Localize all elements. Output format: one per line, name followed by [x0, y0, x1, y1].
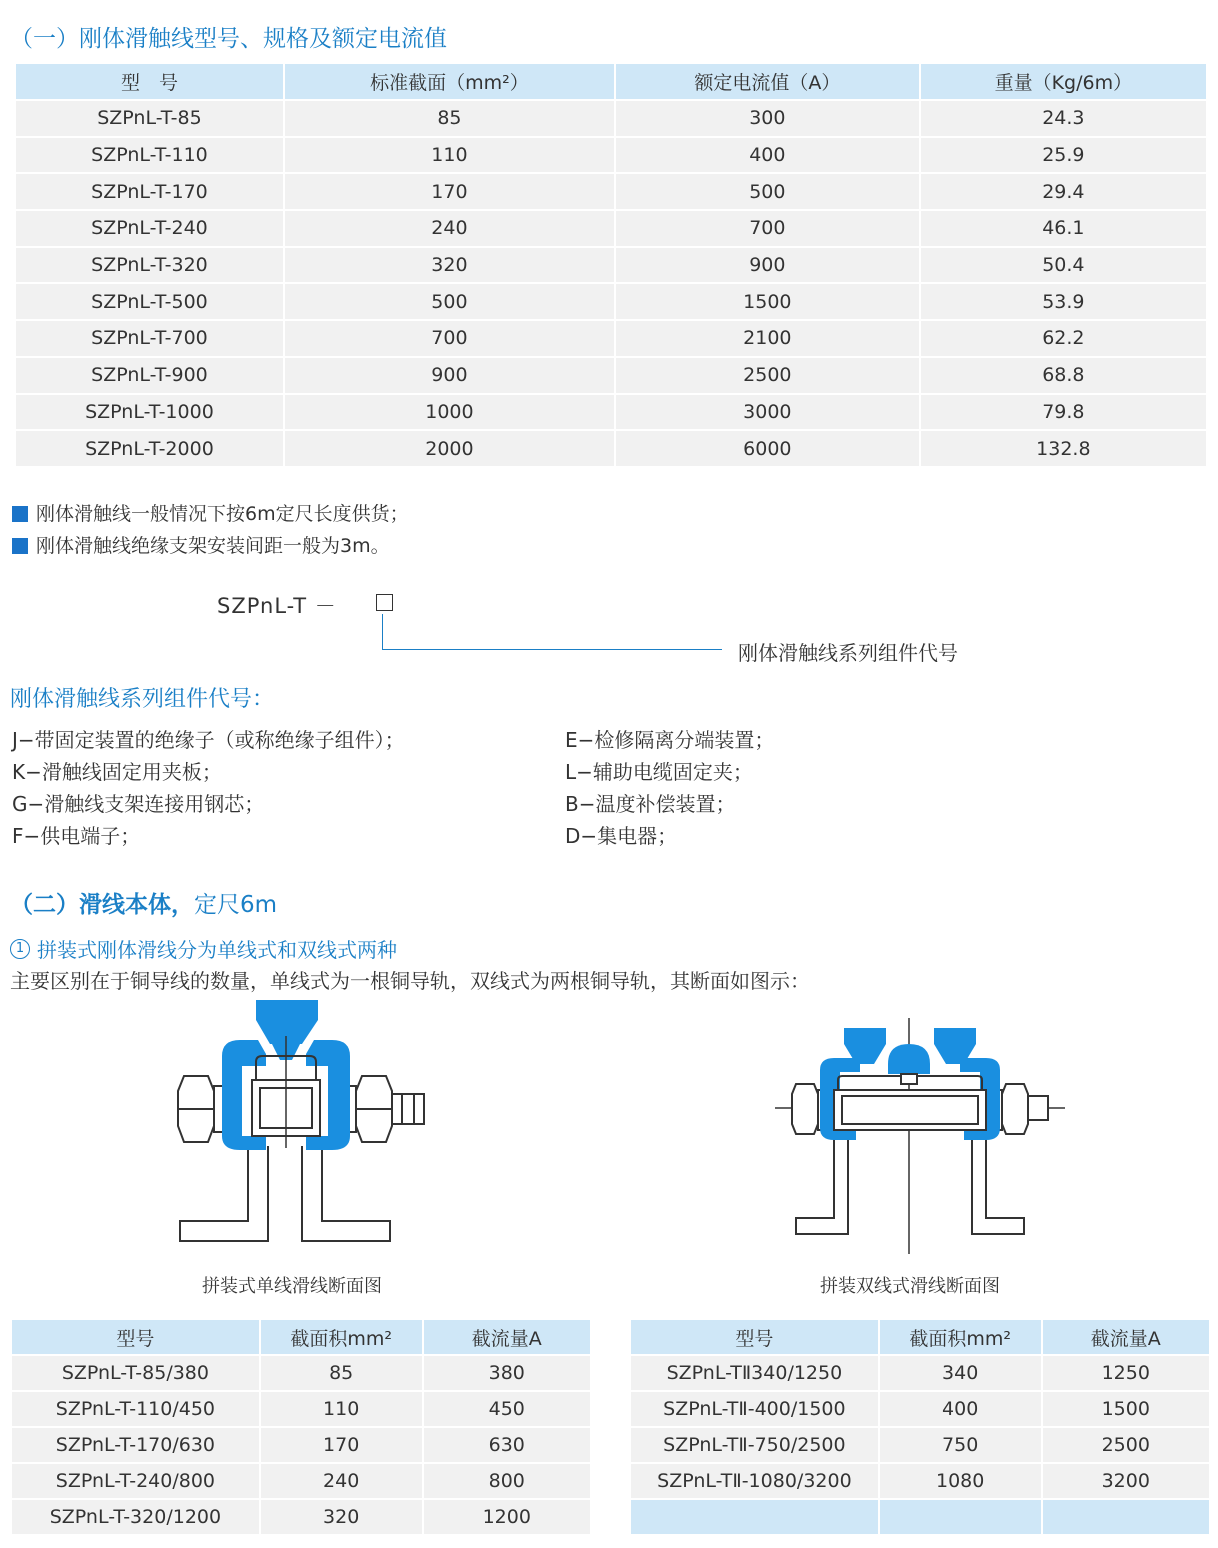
table-cell: SZPnL-T-170	[16, 174, 283, 209]
table-row	[16, 101, 1206, 136]
table-cell: 900	[616, 248, 919, 283]
table-cell: SZPnL-T-240	[16, 211, 283, 246]
table-header-row	[631, 1320, 1209, 1354]
table-cell: 3000	[616, 395, 919, 430]
table-cell: 110	[261, 1392, 422, 1426]
table-cell: 450	[424, 1392, 590, 1426]
double-rail-cross-section-diagram	[770, 1018, 1070, 1258]
section1-title: （一）刚体滑触线型号、规格及额定电流值	[10, 26, 447, 52]
table-cell	[631, 1500, 878, 1534]
spec-table-body	[16, 101, 1206, 466]
table-cell: SZPnL-TⅡ-400/1500	[631, 1392, 878, 1426]
table-cell: SZPnL-TⅡ-750/2500	[631, 1428, 878, 1462]
single-rail-table	[10, 1318, 592, 1536]
table-header-row	[12, 1320, 590, 1354]
components-right	[565, 724, 774, 852]
notes	[12, 498, 409, 562]
double-rail-table-body	[631, 1356, 1209, 1534]
table-cell: 2000	[285, 431, 614, 466]
table-cell: 24.3	[921, 101, 1206, 136]
table-cell: SZPnL-T-85/380	[12, 1356, 259, 1390]
note-text: 刚体滑触线绝缘支架安装间距一般为3m。	[36, 535, 390, 557]
single-rail-cross-section-diagram	[170, 996, 440, 1256]
note-item	[12, 498, 409, 530]
table-cell: 400	[616, 138, 919, 173]
circled-number-icon: 1	[10, 939, 30, 959]
table-cell: SZPnL-T-700	[16, 321, 283, 356]
item-1-text: 拼装式刚体滑线分为单线式和双线式两种	[37, 938, 397, 962]
table-cell: SZPnL-T-170/630	[12, 1428, 259, 1462]
table-cell	[1043, 1500, 1209, 1534]
col-header-current: 额定电流值（A）	[616, 64, 919, 99]
table-cell: 25.9	[921, 138, 1206, 173]
table-cell: 6000	[616, 431, 919, 466]
col-header-model: 型号	[12, 1320, 259, 1354]
table-cell: 630	[424, 1428, 590, 1462]
caption-single: 拼装式单线滑线断面图	[202, 1276, 382, 1297]
component-item: G−滑触线支架连接用钢芯；	[12, 792, 265, 816]
code-placeholder-box	[376, 594, 393, 611]
table-row	[631, 1356, 1209, 1390]
table-cell: SZPnL-T-110	[16, 138, 283, 173]
table-cell: SZPnL-T-1000	[16, 395, 283, 430]
components-left	[12, 724, 405, 852]
table-cell: 62.2	[921, 321, 1206, 356]
table-cell: 2500	[1043, 1428, 1209, 1462]
item-1	[10, 934, 397, 963]
component-item: L−辅助电缆固定夹；	[565, 760, 753, 784]
table-cell: 240	[285, 211, 614, 246]
component-item: F−供电端子；	[12, 824, 141, 848]
caption-double: 拼装双线式滑线断面图	[820, 1276, 1000, 1297]
table-cell: 750	[880, 1428, 1041, 1462]
col-header-capacity: 截流量A	[424, 1320, 590, 1354]
table-cell: 170	[285, 174, 614, 209]
bullet-square-icon	[12, 506, 28, 522]
table-cell: SZPnL-T-320	[16, 248, 283, 283]
table-cell: 400	[880, 1392, 1041, 1426]
table-row	[16, 395, 1206, 430]
model-code: SZPnL-T －	[217, 594, 337, 618]
table-cell: 79.8	[921, 395, 1206, 430]
table-cell: 3200	[1043, 1464, 1209, 1498]
section2-title-bold: （二）滑线本体，	[10, 892, 194, 918]
table-cell: 85	[261, 1356, 422, 1390]
table-cell: 2100	[616, 321, 919, 356]
single-rail-table-body	[12, 1356, 590, 1534]
table-cell: 50.4	[921, 248, 1206, 283]
table-row	[16, 174, 1206, 209]
table-row	[16, 138, 1206, 173]
table-row	[12, 1464, 590, 1498]
table-cell: 380	[424, 1356, 590, 1390]
spec-table	[14, 62, 1208, 468]
code-leader-line	[382, 614, 722, 650]
table-cell: 29.4	[921, 174, 1206, 209]
table-cell: 110	[285, 138, 614, 173]
component-item: K−滑触线固定用夹板；	[12, 760, 222, 784]
table-row	[16, 431, 1206, 466]
table-cell: 1500	[1043, 1392, 1209, 1426]
table-cell: SZPnL-T-900	[16, 358, 283, 393]
table-row	[12, 1392, 590, 1426]
table-cell: SZPnL-TⅡ340/1250	[631, 1356, 878, 1390]
description: 主要区别在于铜导线的数量，单线式为一根铜导轨，双线式为两根铜导轨，其断面如图示：	[10, 969, 810, 993]
table-cell: 700	[616, 211, 919, 246]
table-cell	[880, 1500, 1041, 1534]
component-item: J−带固定装置的绝缘子（或称绝缘子组件）；	[12, 728, 405, 752]
table-row	[16, 358, 1206, 393]
table-row	[12, 1500, 590, 1534]
table-row	[12, 1428, 590, 1462]
table-cell: 700	[285, 321, 614, 356]
col-header-section: 标准截面（mm²）	[285, 64, 614, 99]
table-cell: 53.9	[921, 284, 1206, 319]
component-item: E−检修隔离分端装置；	[565, 728, 775, 752]
table-row	[16, 321, 1206, 356]
table-cell: 500	[285, 284, 614, 319]
table-cell: 1200	[424, 1500, 590, 1534]
table-cell: SZPnL-T-2000	[16, 431, 283, 466]
table-row	[631, 1500, 1209, 1534]
table-cell: 300	[616, 101, 919, 136]
table-row	[631, 1392, 1209, 1426]
col-header-model: 型号	[631, 1320, 878, 1354]
table-row	[16, 248, 1206, 283]
table-cell: 170	[261, 1428, 422, 1462]
components-title: 刚体滑触线系列组件代号：	[10, 687, 275, 712]
table-header-row	[16, 64, 1206, 99]
col-header-weight: 重量（Kg/6m）	[921, 64, 1206, 99]
component-item: D−集电器；	[565, 824, 678, 848]
table-cell: 500	[616, 174, 919, 209]
col-header-model: 型 号	[16, 64, 283, 99]
table-cell: 85	[285, 101, 614, 136]
table-cell: 900	[285, 358, 614, 393]
table-cell: SZPnL-T-85	[16, 101, 283, 136]
section2-title-rest: 定尺6m	[194, 892, 278, 918]
table-cell: SZPnL-T-320/1200	[12, 1500, 259, 1534]
table-row	[12, 1356, 590, 1390]
table-cell: SZPnL-T-500	[16, 284, 283, 319]
table-cell: 340	[880, 1356, 1041, 1390]
table-cell: SZPnL-T-110/450	[12, 1392, 259, 1426]
table-cell: 1500	[616, 284, 919, 319]
table-cell: 800	[424, 1464, 590, 1498]
col-header-capacity: 截流量A	[1043, 1320, 1209, 1354]
table-cell: SZPnL-T-240/800	[12, 1464, 259, 1498]
code-label: 刚体滑触线系列组件代号	[738, 641, 958, 665]
table-cell: 46.1	[921, 211, 1206, 246]
table-row	[631, 1428, 1209, 1462]
note-text: 刚体滑触线一般情况下按6m定尺长度供货；	[36, 503, 409, 525]
col-header-area: 截面积mm²	[880, 1320, 1041, 1354]
table-cell: 320	[261, 1500, 422, 1534]
table-cell: 2500	[616, 358, 919, 393]
table-cell: 1250	[1043, 1356, 1209, 1390]
note-item	[12, 530, 409, 562]
table-cell: 1000	[285, 395, 614, 430]
table-cell: 320	[285, 248, 614, 283]
table-row	[16, 211, 1206, 246]
table-row	[16, 284, 1206, 319]
table-cell: 1080	[880, 1464, 1041, 1498]
table-cell: 240	[261, 1464, 422, 1498]
table-row	[631, 1464, 1209, 1498]
component-item: B−温度补偿装置；	[565, 792, 736, 816]
double-rail-table	[629, 1318, 1211, 1536]
section2-title	[10, 886, 277, 919]
col-header-area: 截面积mm²	[261, 1320, 422, 1354]
table-cell: SZPnL-TⅡ-1080/3200	[631, 1464, 878, 1498]
table-cell: 132.8	[921, 431, 1206, 466]
bullet-square-icon	[12, 538, 28, 554]
table-cell: 68.8	[921, 358, 1206, 393]
